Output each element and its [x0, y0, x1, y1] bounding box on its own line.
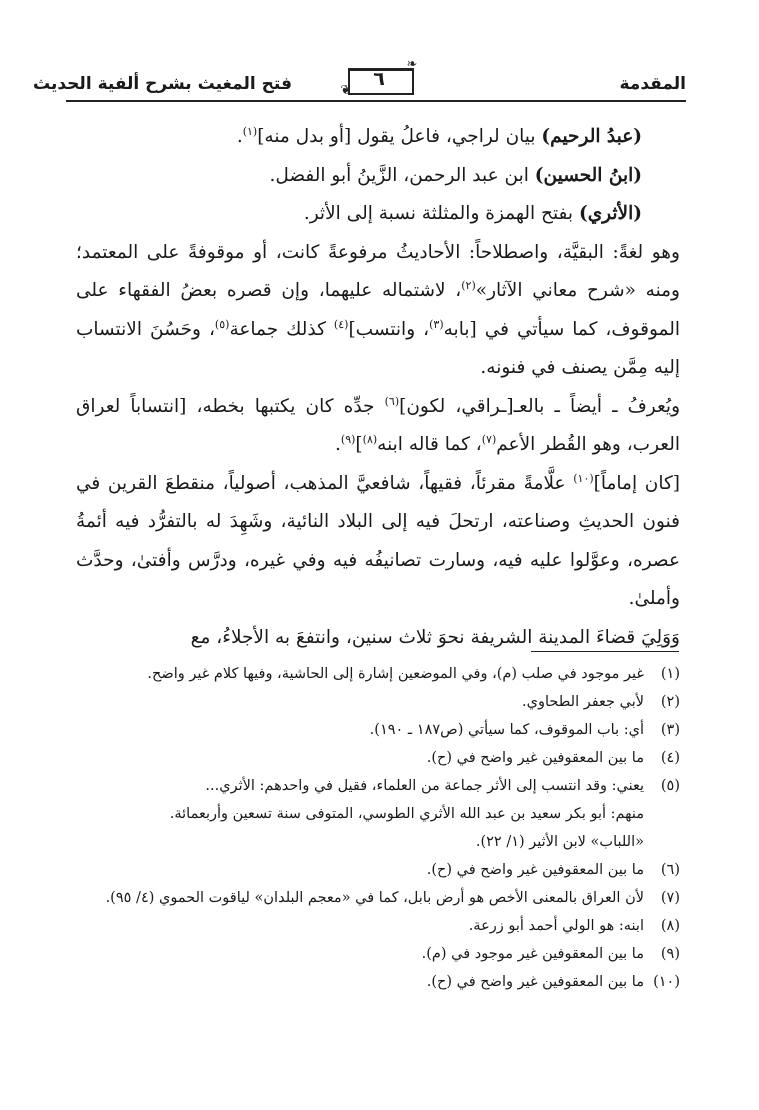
text-run: علَّامةً مقرئاً، فقيهاً، شافعيَّ المذهب، أصولياً، منقطعَ القرين في فنون الحديثِ وصناعته، ارتحلَ فيه إلى البلاد النائية، وشَهِدَ له بالتفرُّد فيه أئمةُ عصره، وعوَّلوا عليه فيه، وسارت تصانيفُه فيه وفي غيره، ودرَّس وأفتىٰ، وحدَّث وأملىٰ. — [76, 472, 680, 609]
section-title: المقدمة — [619, 74, 686, 94]
text-run: جدِّه كان يكتبها بخطه، [انتساباً لعراق العرب، وهو القُطر الأعم — [76, 395, 680, 455]
text-run: . — [335, 434, 341, 455]
text-run: بيان لراجي، فاعلُ يقول [أو بدل منه] — [257, 126, 542, 147]
footnote — [76, 660, 680, 688]
footnote — [76, 716, 680, 744]
footnote-continuation — [76, 828, 680, 856]
footnote — [76, 912, 680, 940]
text-run: ، وحَسُنَ الانتساب إليه مِمَّن يصنف في فنونه. — [76, 318, 680, 378]
page-number: ٦ — [373, 68, 385, 90]
text-run: ] — [355, 434, 363, 455]
footnote-text: ما بين المعقوفين غير واضح في (ح). — [426, 862, 644, 878]
footnote-ref: (٥) — [214, 317, 230, 331]
footnote-ref: (١٠) — [573, 471, 594, 485]
paragraph: وَوَلِيَ قضاءَ المدينة الشريفة نحوَ ثلاث سنين، وانتفعَ به الأجلاءُ، مع — [190, 626, 680, 648]
paragraph — [76, 157, 680, 196]
footnote-text: غير موجود في صلب (م)، وفي الموضعين إشارة إلى الحاشية، وفيها كلام غير واضح. — [147, 666, 644, 682]
footnote-ref: (٨) — [362, 433, 378, 446]
footnote-ref: (٣) — [429, 317, 444, 331]
text-run: ، كما قاله ابنه — [377, 434, 482, 455]
term: (الأثري) — [578, 203, 642, 224]
footnote-continuation — [76, 800, 680, 828]
footnote — [76, 856, 680, 884]
text-run: . — [236, 126, 243, 147]
paragraph — [76, 234, 680, 388]
footnote-number: (١) — [660, 666, 680, 682]
text-run: ، وانتسب] — [348, 318, 430, 340]
ornament-icon: ❧ — [406, 57, 418, 72]
footnote-text: ابنه: هو الولي أحمد أبو زرعة. — [468, 918, 644, 934]
ornament-icon: ❦ — [340, 83, 352, 98]
footnotes — [76, 660, 680, 996]
footnote — [76, 940, 680, 968]
footnote-number: (٦) — [660, 862, 680, 878]
footnote-ref: (١) — [242, 125, 258, 138]
footnote-text: ما بين المعقوفين غير موجود في (م). — [421, 946, 644, 962]
footnote-ref: (٦) — [384, 394, 400, 408]
text-run: بفتح الهمزة والمثلثة نسبة إلى الأثر. — [303, 203, 579, 224]
footnote-number: (٧) — [660, 890, 680, 906]
footnote-number: (٣) — [660, 722, 680, 738]
term: (عبدُ الرحيم) — [541, 126, 642, 147]
footnote-text: «اللباب» لابن الأثير (١/ ٢٢). — [475, 834, 644, 850]
paragraph — [76, 465, 680, 619]
footnote-text: ما بين المعقوفين غير واضح في (ح). — [426, 974, 644, 990]
footnote — [76, 688, 680, 716]
header-rule — [66, 100, 686, 102]
footnote-number: (٢) — [660, 694, 680, 710]
page-number-frame — [340, 57, 418, 98]
footnote — [76, 884, 680, 912]
term: (ابنُ الحسين) — [534, 164, 642, 186]
footnote-number: (٩) — [660, 946, 680, 962]
footnote-ref: (٢) — [461, 279, 476, 292]
main-text — [76, 118, 680, 657]
text-run: وهو لغةً: البقيَّة، واصطلاحاً: الأحاديثُ مرفوعةً كانت، أو موقوفةً على المعتمد؛ ومنه «شرح معاني الآثار» — [76, 241, 680, 301]
footnote-text: لأبي جعفر الطحاوي. — [522, 694, 644, 710]
footnote — [76, 744, 680, 772]
footnote-text: منهم: أبو بكر سعيد بن عبد الله الأثري الطوسي، المتوفى سنة تسعين وأربعمائة. — [169, 806, 644, 822]
footnote-number: (١٠) — [653, 974, 680, 990]
footnote-separator — [531, 651, 679, 652]
text-run: كذلك جماعة — [229, 318, 334, 340]
footnote-ref: (٧) — [481, 433, 497, 446]
book-title: فتح المغيث بشرح ألفية الحديث — [32, 74, 292, 94]
footnote-text: ما بين المعقوفين غير واضح في (ح). — [426, 750, 644, 766]
paragraph — [76, 195, 680, 234]
footnote-text: أي: باب الموقوف، كما سيأتي (ص١٨٧ ـ ١٩٠). — [369, 722, 644, 738]
footnote-text: يعني: وقد انتسب إلى الأثر جماعة من العلماء، فقيل في واحدهم: الأثري... — [205, 778, 644, 794]
running-header — [32, 57, 686, 102]
text-run: ابن عبد الرحمن، الزَّينُ أبو الفضل. — [269, 164, 535, 186]
footnote — [76, 772, 680, 800]
footnote-number: (٥) — [660, 778, 680, 794]
footnote-text: لأن العراق بالمعنى الأخص هو أرض بابل، كما في «معجم البلدان» لياقوت الحموي (٤/ ٩٥). — [105, 890, 644, 906]
text-run: ويُعرفُ ـ أيضاً ـ بالعـ[ـراقي، لكون] — [399, 395, 680, 417]
footnote-ref: (٩) — [340, 433, 356, 446]
footnote-ref: (٤) — [333, 317, 349, 331]
footnote-number: (٨) — [660, 918, 680, 934]
footnote-number: (٤) — [660, 750, 680, 766]
text-run: [كان إماماً] — [593, 472, 681, 494]
paragraph — [76, 118, 680, 157]
paragraph — [76, 388, 680, 465]
footnote — [76, 968, 680, 996]
text-run: ، لاشتماله عليهما، وإن قصره بعضُ الفقهاء على الموقوف، كما سيأتي في [بابه — [76, 280, 680, 340]
